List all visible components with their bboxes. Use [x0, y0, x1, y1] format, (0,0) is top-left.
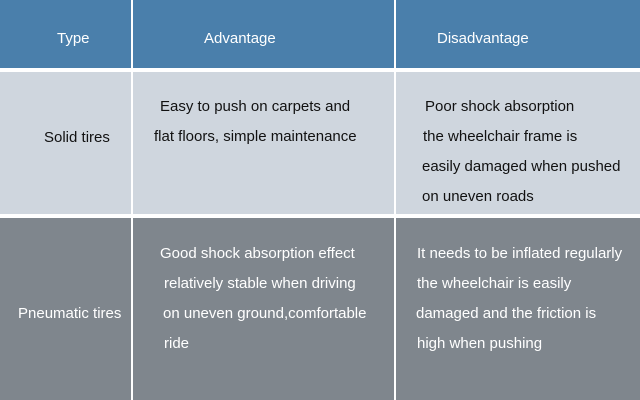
table-row-pneumatic-tires	[0, 218, 640, 400]
pneumatic-advantage-line-3: on uneven ground,comfortable	[163, 305, 367, 322]
solid-advantage-cell	[133, 72, 394, 214]
header-cell-type	[0, 0, 131, 68]
pneumatic-advantage-line-1: Good shock absorption effect	[160, 245, 355, 262]
pneumatic-disadvantage-line-4: high when pushing	[417, 335, 543, 352]
header-cell-disadvantage	[396, 0, 640, 68]
pneumatic-disadvantage-cell	[396, 218, 640, 400]
pneumatic-advantage-line-4: ride	[164, 335, 190, 352]
solid-advantage-line-2: flat floors, simple maintenance	[154, 128, 357, 145]
header-cell-advantage	[133, 0, 394, 68]
table-row-solid-tires	[0, 72, 640, 214]
pneumatic-advantage-cell	[133, 218, 394, 400]
pneumatic-disadvantage-line-1: It needs to be inflated regularly	[417, 245, 623, 262]
column-divider-2	[394, 0, 396, 400]
pneumatic-advantage-line-2: relatively stable when driving	[164, 275, 356, 292]
header-disadvantage-label: Disadvantage	[437, 30, 529, 47]
solid-disadvantage-line-2: the wheelchair frame is	[423, 128, 578, 145]
solid-type-cell	[0, 72, 131, 214]
header-advantage-label: Advantage	[204, 30, 276, 47]
solid-disadvantage-cell	[396, 72, 640, 214]
header-type-label: Type	[57, 30, 90, 47]
pneumatic-type-cell	[0, 218, 131, 400]
solid-disadvantage-line-4: on uneven roads	[422, 188, 534, 205]
pneumatic-disadvantage-line-2: the wheelchair is easily	[417, 275, 572, 292]
solid-advantage-line-1: Easy to push on carpets and	[160, 98, 351, 115]
pneumatic-type-label: Pneumatic tires	[18, 305, 122, 322]
column-divider-1	[131, 0, 133, 400]
solid-disadvantage-line-1: Poor shock absorption	[425, 98, 575, 115]
body-row-divider	[0, 214, 640, 218]
solid-disadvantage-line-3: easily damaged when pushed	[422, 158, 621, 175]
header-row-divider	[0, 68, 640, 72]
table-header-row	[0, 0, 640, 68]
pneumatic-disadvantage-line-3: damaged and the friction is	[416, 305, 597, 322]
solid-type-label: Solid tires	[44, 129, 110, 146]
